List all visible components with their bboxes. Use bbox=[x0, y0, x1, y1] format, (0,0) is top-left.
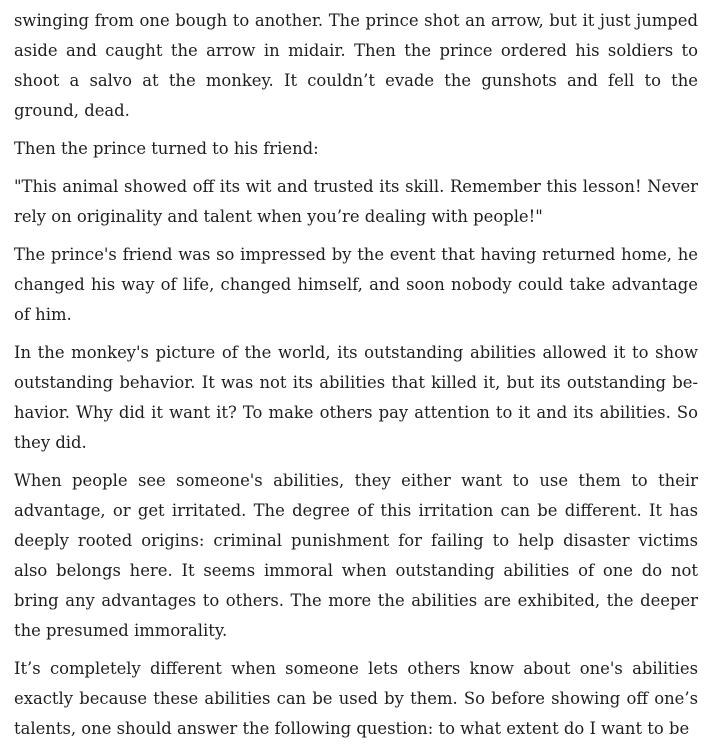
paragraph-people-abilities: When people see someone's abilities, they either want to use them to their advantage, or get irritated. The degree of this irritation can be different. It has deeply rooted origins: criminal punishment for failing to help disaster victims also belongs here. It seems immoral when outstanding abilities of one do not bring any advantages to others. The more the abilities are exhibited, the deeper the presumed immorality. bbox=[14, 471, 698, 640]
paragraph-prince-turns: Then the prince turned to his friend: bbox=[14, 139, 319, 158]
paragraph-prince-quote: "This animal showed off its wit and trusted its skill. Remember this lesson! Never rely on originality and talent when you’re dealing with people!" bbox=[14, 177, 698, 226]
paragraph-completely-different: It’s completely different when someone lets others know about one's abilities exactly because these abilities can be used by them. So before showing off one’s talents, one should answer the following question: to what extent do I want to be bbox=[14, 659, 698, 738]
paragraph-monkey-shot: swinging from one bough to another. The prince shot an arrow, but it just jumped aside and caught the arrow in midair. Then the prince ordered his soldiers to shoot a salvo at the monkey. It couldn’t evade the gunshots and fell to the ground, dead. bbox=[14, 11, 698, 120]
document-page bbox=[14, 6, 698, 752]
paragraph-monkey-worldview: In the monkey's picture of the world, its outstanding abilities allowed it to show outstanding behavior. It was not its abilities that killed it, but its outstanding behavior. Why did it want it? To make others pay attention to it and its abilities. So they did. bbox=[14, 343, 698, 452]
paragraph-friend-impressed: The prince's friend was so impressed by the event that having returned home, he changed his way of life, changed himself, and soon nobody could take advantage of him. bbox=[14, 245, 698, 324]
